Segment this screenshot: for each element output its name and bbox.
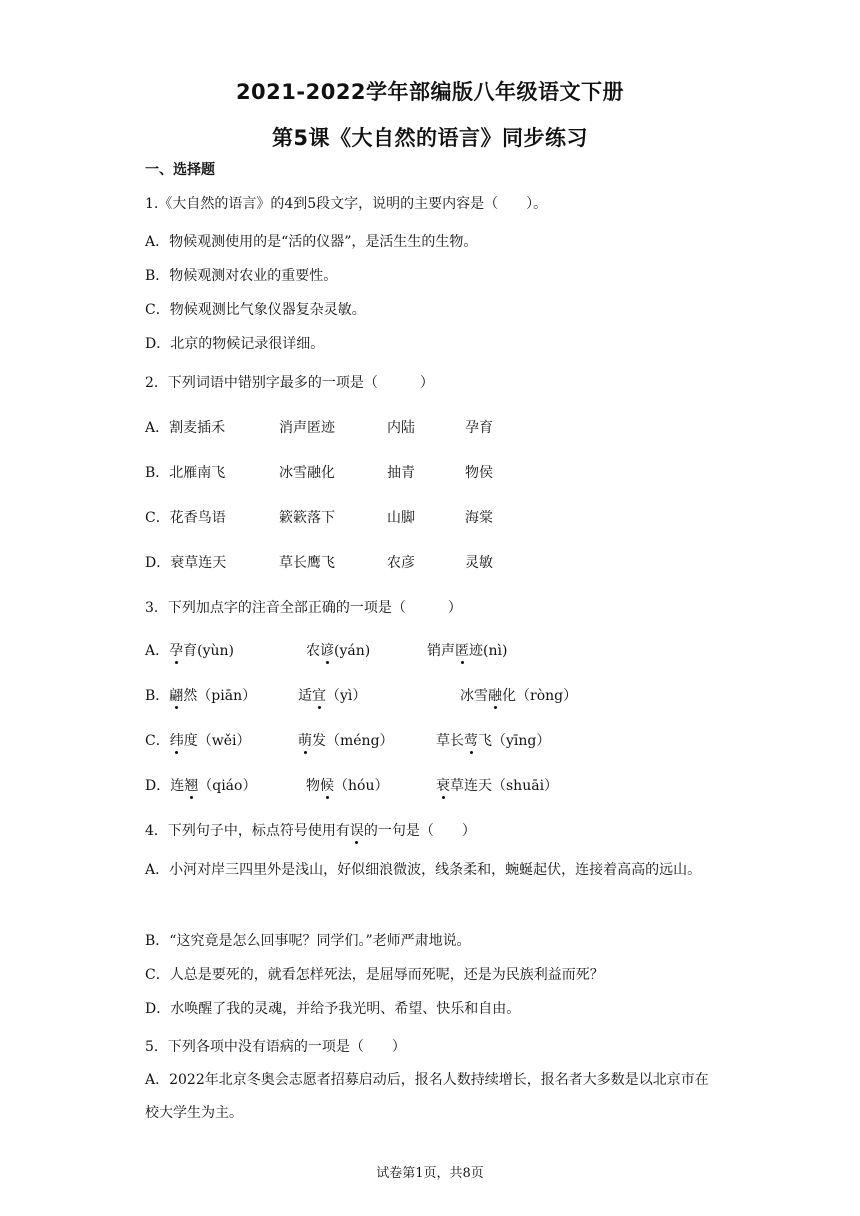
q2-a-word-4: 孕育 bbox=[465, 420, 493, 436]
q1-option-d: D．北京的物候记录很详细。 bbox=[145, 336, 325, 352]
q3-stem: 3．下列加点字的注音全部正确的一项是（ ） bbox=[145, 600, 462, 616]
document-title: 2021-2022学年部编版八年级语文下册 bbox=[235, 80, 625, 104]
q3-option-a-word-1: A．孕育(yùn) bbox=[145, 640, 234, 660]
q2-a-word-1: A．割麦插禾 bbox=[145, 420, 226, 436]
q2-c-word-2: 簌簌落下 bbox=[279, 510, 335, 526]
q3-option-d-word-1: D．连翘（qiáo） bbox=[145, 775, 256, 795]
q4-stem: 4．下列句子中，标点符号使用有误的一句是（ ） bbox=[145, 820, 476, 840]
q3-option-c-word-1: C．纬度（wěi） bbox=[145, 730, 250, 750]
q4-option-d: D．水唤醒了我的灵魂，并给予我光明、希望、快乐和自由。 bbox=[145, 1001, 521, 1017]
q2-b-word-4: 物侯 bbox=[465, 465, 493, 481]
q2-stem: 2．下列词语中错别字最多的一项是（ ） bbox=[145, 375, 434, 391]
q3-option-c-word-2: 萌发（méng） bbox=[298, 730, 394, 750]
document-subtitle: 第5课《大自然的语言》同步练习 bbox=[271, 126, 589, 150]
q2-b-word-3: 抽青 bbox=[387, 465, 415, 481]
q3-option-d-word-2: 物候（hóu） bbox=[306, 775, 388, 795]
q3-option-b-word-1: B．翩然（piān） bbox=[145, 685, 256, 705]
q1-stem: 1.《大自然的语言》的4到5段文字，说明的主要内容是（ ）。 bbox=[145, 196, 548, 212]
q3-option-c-word-3: 草长莺飞（yīng） bbox=[436, 730, 550, 750]
q2-b-word-2: 冰雪融化 bbox=[279, 465, 335, 481]
q5-stem: 5．下列各项中没有语病的一项是（ ） bbox=[145, 1039, 406, 1055]
q2-d-word-4: 灵敏 bbox=[465, 555, 493, 571]
q4-option-c: C．人总是要死的，就看怎样死法，是屈辱而死呢，还是为民族利益而死？ bbox=[145, 967, 604, 983]
q1-option-a: A．物候观测使用的是“活的仪器”，是活生生的生物。 bbox=[145, 234, 478, 250]
q2-c-word-3: 山脚 bbox=[387, 510, 415, 526]
q4-option-b: B．“这究竟是怎么回事呢？同学们。”老师严肃地说。 bbox=[145, 933, 471, 949]
q3-option-b-word-3: 冰雪融化（ròng） bbox=[460, 685, 577, 705]
q4-option-a: A．小河对岸三四里外是浅山，好似细浪微波，线条柔和，蜿蜒起伏，连接着高高的远山。 bbox=[145, 862, 702, 878]
q3-option-a-word-2: 农谚(yán) bbox=[306, 640, 370, 660]
q2-a-word-2: 消声匿迹 bbox=[279, 420, 335, 436]
q2-d-word-1: D．衰草连天 bbox=[145, 555, 227, 571]
q5-option-a: A．2022年北京冬奥会志愿者招募启动后，报名人数持续增长，报名者大多数是以北京市在校大学生为主。 bbox=[145, 1072, 709, 1121]
q3-option-a-word-3: 销声匿迹(nì) bbox=[427, 640, 507, 660]
q3-option-d-word-3: 衰草连天（shuāi） bbox=[436, 775, 558, 795]
q1-option-b: B．物候观测对农业的重要性。 bbox=[145, 268, 338, 284]
q3-option-b-word-2: 适宜（yì） bbox=[298, 685, 366, 705]
q2-d-word-3: 农彦 bbox=[387, 555, 415, 571]
q2-b-word-1: B．北雁南飞 bbox=[145, 465, 226, 481]
q2-d-word-2: 草长鹰飞 bbox=[279, 555, 335, 571]
q1-option-c: C．物候观测比气象仪器复杂灵敏。 bbox=[145, 302, 366, 318]
q2-c-word-1: C．花香鸟语 bbox=[145, 510, 226, 526]
q2-c-word-4: 海棠 bbox=[465, 510, 493, 526]
page-footer: 试卷第1页，共8页 bbox=[376, 1166, 484, 1181]
q2-a-word-3: 内陆 bbox=[387, 420, 415, 436]
section-heading: 一、选择题 bbox=[145, 162, 215, 178]
